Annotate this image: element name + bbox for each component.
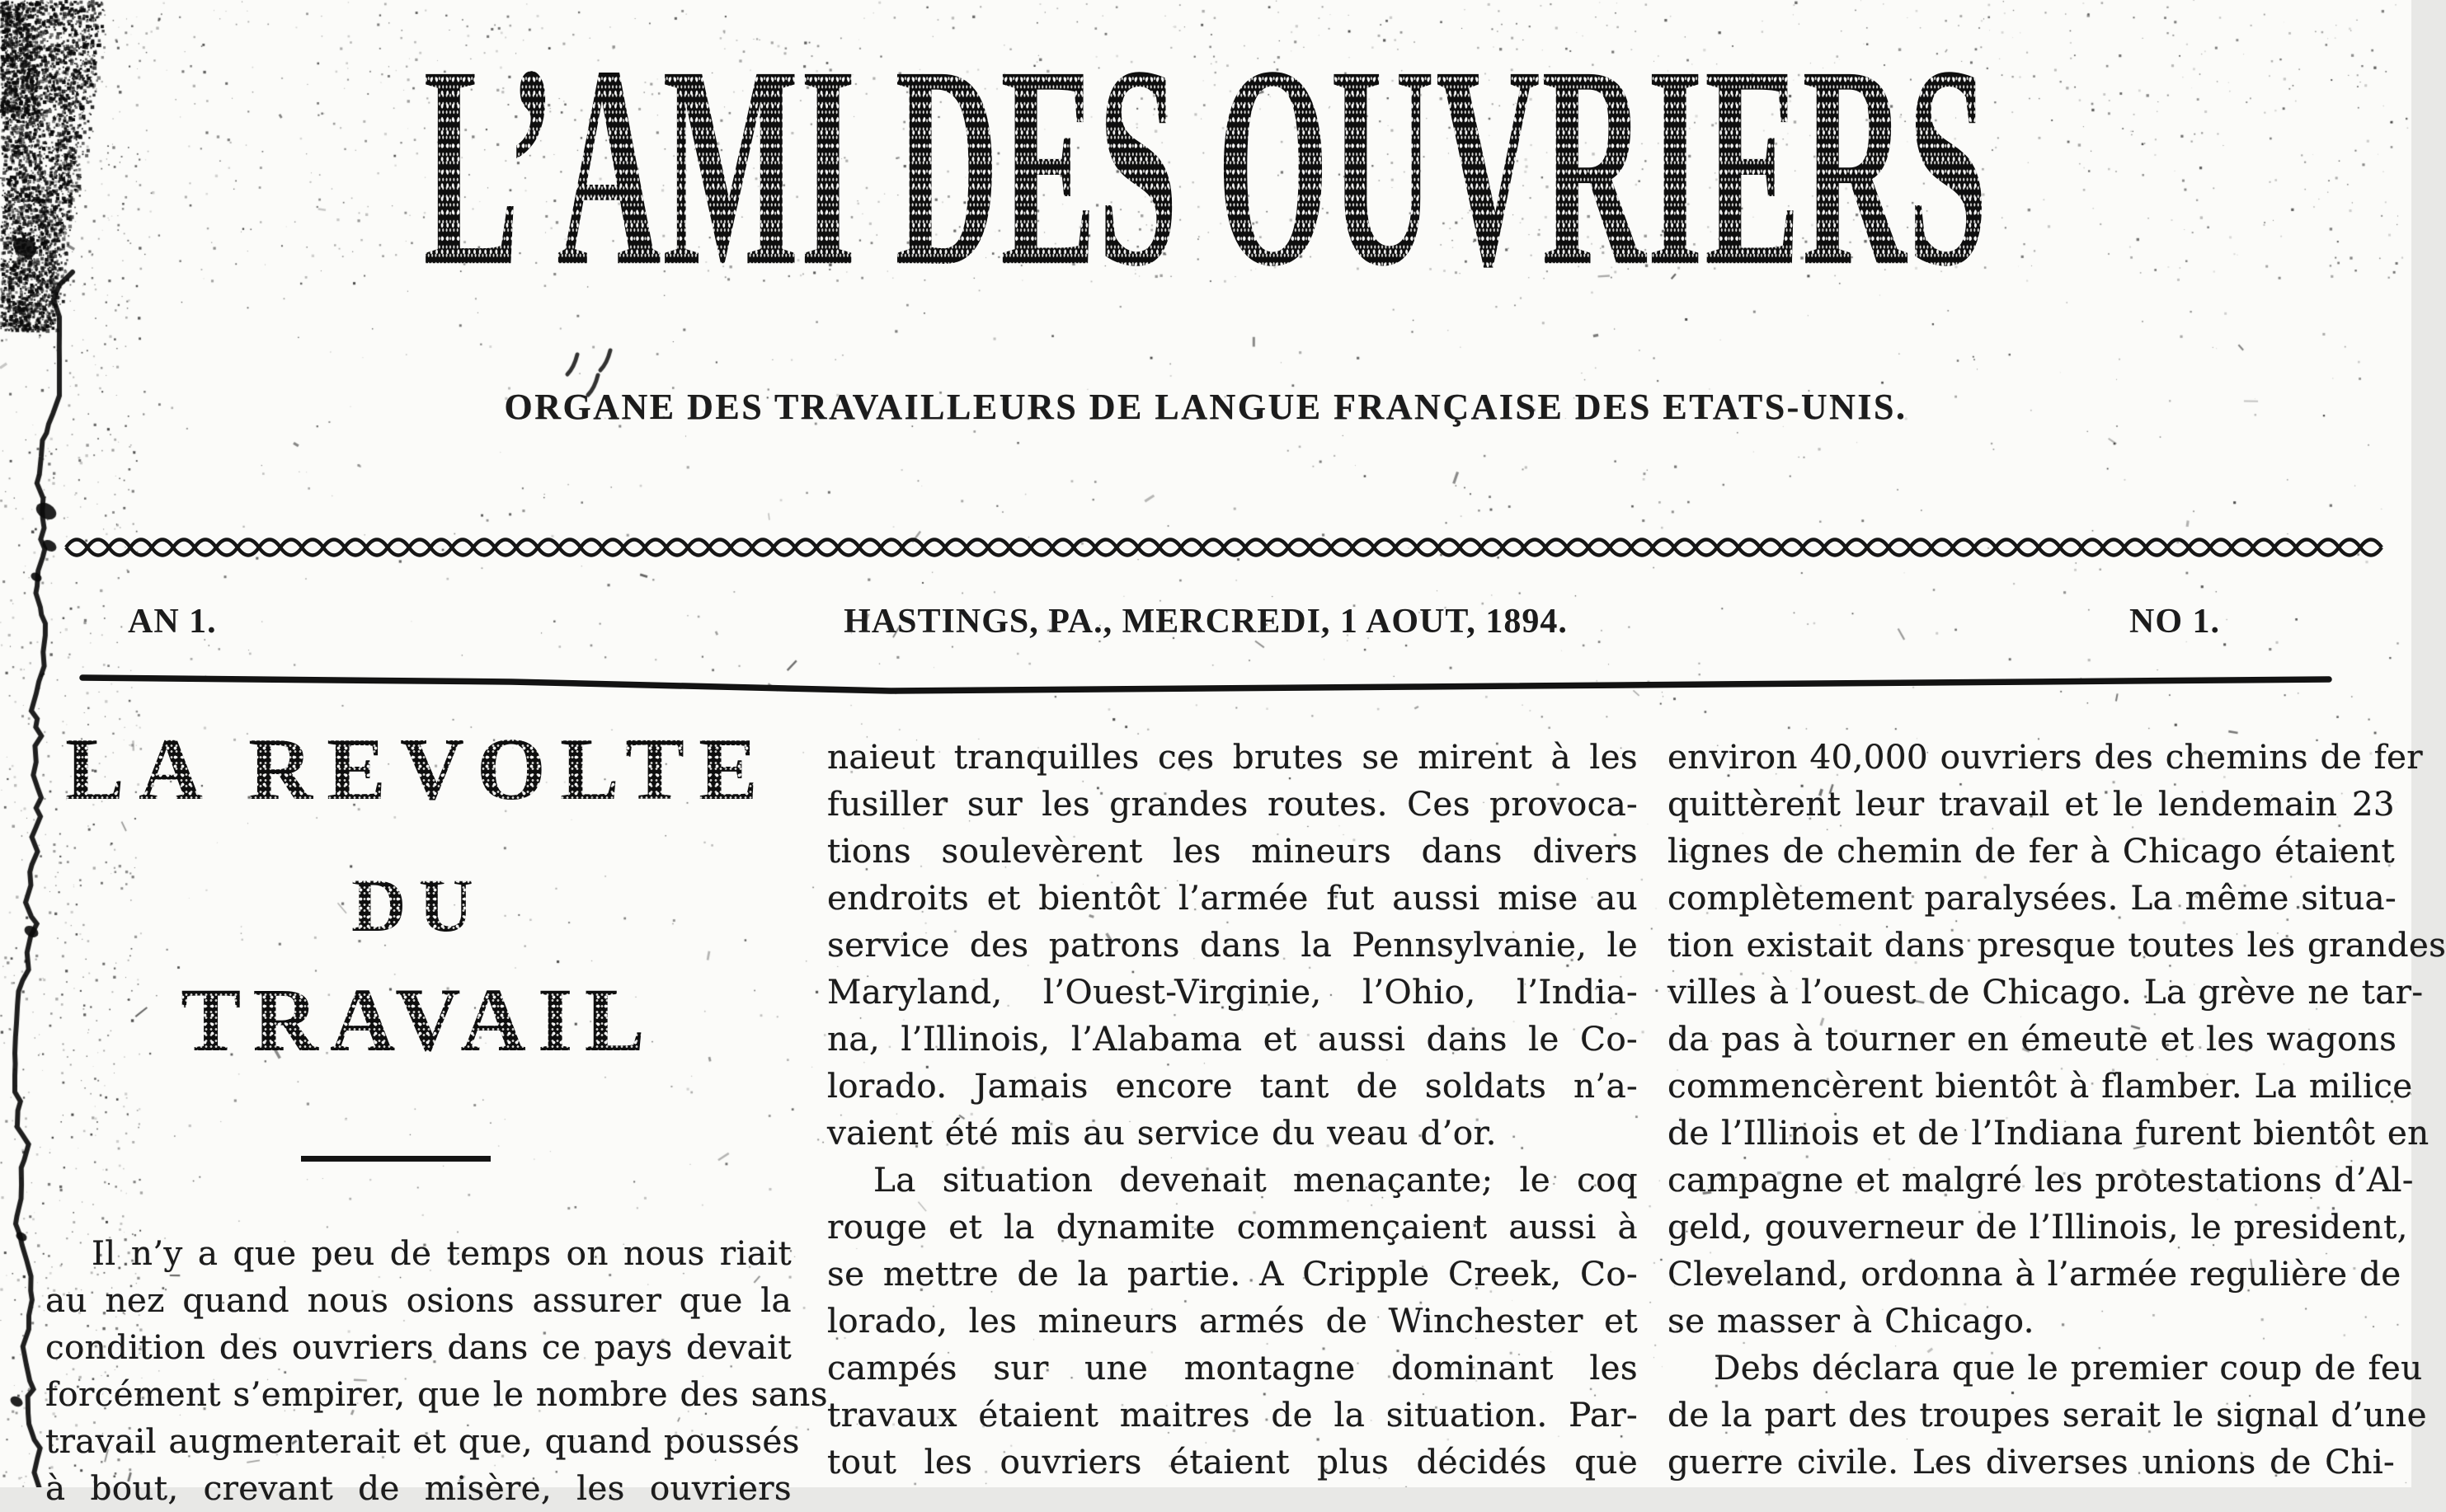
header-rule xyxy=(0,660,2411,709)
masthead-title xyxy=(0,5,2411,326)
text-line: tout les ouvriers étaient plus décidés que xyxy=(827,1442,1638,1481)
text-line: vaient été mis au service du veau d’or. xyxy=(827,1113,1497,1153)
text-line: quittèrent leur travail et le lendemain 23 xyxy=(1668,784,2395,824)
text-line: fusiller sur les grandes routes. Ces provoca- xyxy=(827,784,1638,824)
text-line: rouge et la dynamite commençaient aussi à xyxy=(827,1207,1638,1247)
dateline-issue: NO 1. xyxy=(2129,603,2220,641)
text-line: commencèrent bientôt à flamber. La milice xyxy=(1668,1066,2413,1106)
text-line: Cleveland, ordonna à l’armée regulière de xyxy=(1668,1254,2401,1294)
text-line: tion existait dans presque toutes les grandes xyxy=(1668,925,2446,965)
text-line: La situation devenait menaçante; le coq xyxy=(873,1160,1638,1200)
masthead-title-text: L’AMI DES OUVRIERS xyxy=(422,5,1989,326)
masthead-subtitle: ORGANE DES TRAVAILLEURS DE LANGUE FRANÇAISE DES ETATS-UNIS. xyxy=(504,387,1907,427)
text-line: complètement paralysées. La même situa- xyxy=(1668,878,2397,918)
text-line: campés sur une montagne dominant les xyxy=(827,1348,1638,1388)
column-1 xyxy=(45,1230,828,1512)
text-line: lorado, les mineurs armés de Winchester et xyxy=(827,1301,1638,1341)
text-line: forcément s’empirer, que le nombre des sans xyxy=(45,1374,828,1414)
text-line: Il n’y a que peu de temps on nous riait xyxy=(92,1233,792,1273)
column-3 xyxy=(1668,734,2446,1486)
text-line: na, l’Illinois, l’Alabama et aussi dans le Co- xyxy=(827,1019,1638,1059)
dateline xyxy=(0,602,2411,651)
column-2 xyxy=(827,734,1638,1486)
text-line: de la part des troupes serait le signal d’une xyxy=(1668,1395,2427,1435)
text-line: travaux étaient maitres de la situation. Par- xyxy=(827,1395,1638,1435)
text-line: travail augmenterait et que, quand poussés xyxy=(45,1421,800,1461)
text-line: endroits et bientôt l’armée fut aussi mise au xyxy=(827,878,1638,918)
text-line: Maryland, l’Ouest-Virginie, l’Ohio, l’India- xyxy=(827,972,1638,1012)
text-line: à bout, crevant de misère, les ouvriers xyxy=(45,1468,792,1508)
text-line: au nez quand nous osions assurer que la xyxy=(45,1280,792,1320)
text-line: condition des ouvriers dans ce pays devait xyxy=(45,1327,792,1367)
text-line: lorado. Jamais encore tant de soldats n’a- xyxy=(827,1066,1638,1106)
text-line: geld, gouverneur de l’Illinois, le president, xyxy=(1668,1207,2408,1247)
text-line: guerre civile. Les diverses unions de Chi- xyxy=(1668,1442,2395,1481)
text-line: tions soulevèrent les mineurs dans divers xyxy=(827,831,1638,871)
text-line: lignes de chemin de fer à Chicago étaient xyxy=(1668,831,2395,871)
dateline-place-date: HASTINGS, PA., MERCREDI, 1 AOUT, 1894. xyxy=(844,603,1568,641)
text-line: service des patrons dans la Pennsylvanie, le xyxy=(827,925,1638,965)
text-line: environ 40,000 ouvriers des chemins de fer xyxy=(1668,737,2423,777)
text-line: campagne et malgré les protestations d’Al- xyxy=(1668,1160,2414,1200)
headline-rule xyxy=(301,1156,491,1162)
text-line: da pas à tourner en émeute et les wagons xyxy=(1668,1019,2397,1059)
dateline-year: AN 1. xyxy=(128,603,217,641)
text-line: se masser à Chicago. xyxy=(1668,1301,2034,1341)
text-line: villes à l’ouest de Chicago. La grève ne tar- xyxy=(1668,972,2424,1012)
text-line: naieut tranquilles ces brutes se mirent à les xyxy=(827,737,1638,777)
text-line: se mettre de la partie. A Cripple Creek, Co- xyxy=(827,1254,1638,1294)
text-line: Debs déclara que le premier coup de feu xyxy=(1714,1348,2423,1388)
wavy-divider xyxy=(66,526,2367,569)
text-line: de l’Illinois et de l’Indiana furent bientôt en xyxy=(1668,1113,2430,1153)
